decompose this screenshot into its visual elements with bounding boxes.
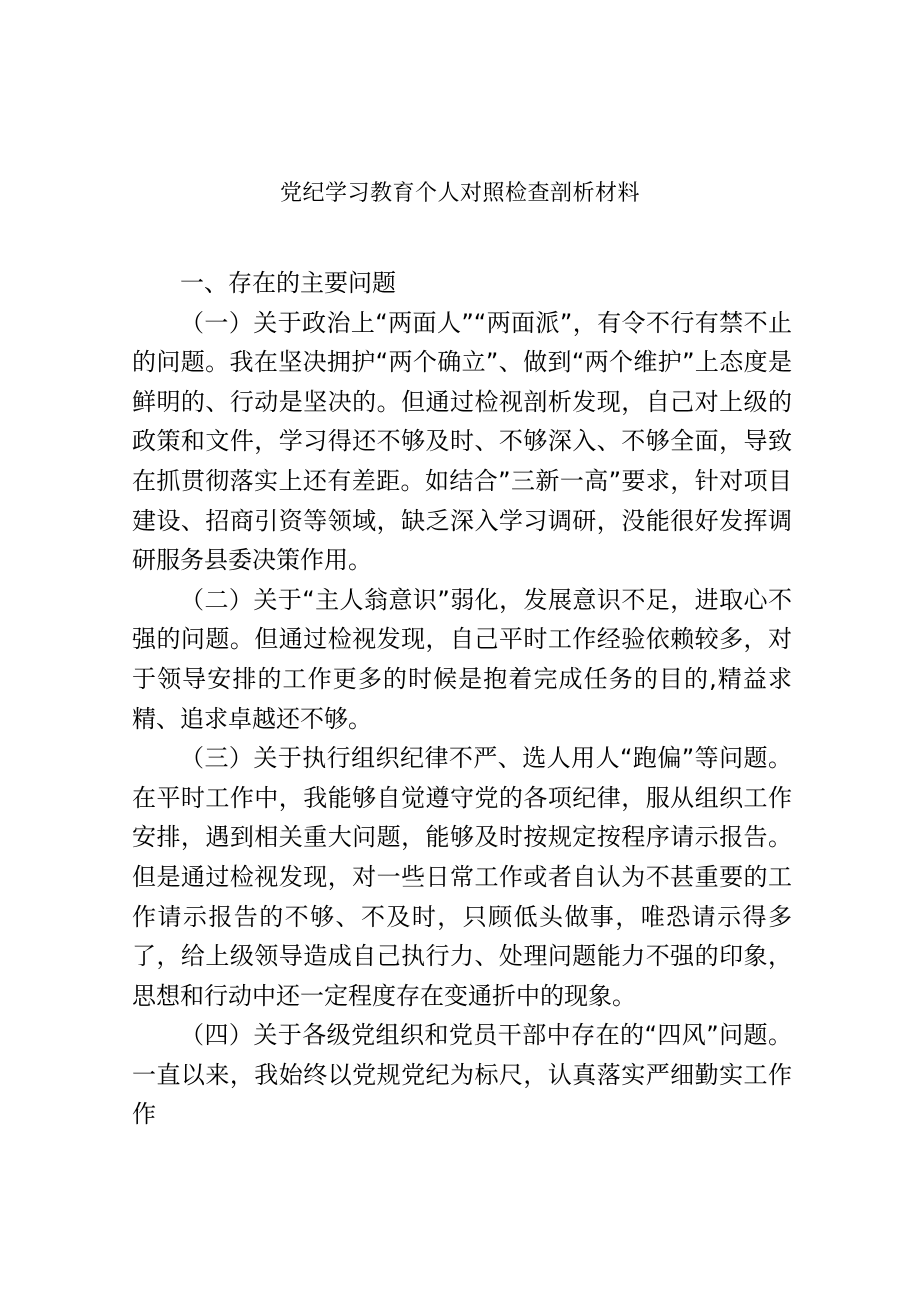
document-body — [132, 264, 792, 1135]
section-heading: 一、存在的主要问题 — [180, 269, 396, 297]
paragraph-2: （二）关于“主人翁意识”弱化，发展意识不足，进取心不强的问题。但通过检视发现，自己平时工作经验依赖较多，对于领导安排的工作更多的时候是抱着完成任务的目的,精益求精、追求卓越还不够。 — [132, 585, 792, 733]
document-title: 党纪学习教育个人对照检查剖析材料 — [279, 181, 640, 206]
paragraph-3: （三）关于执行组织纪律不严、选人用人“跑偏”等问题。在平时工作中，我能够自觉遵守党的各项纪律，服从组织工作安排，遇到相关重大问题，能够及时按规定按程序请示报告。但是通过检视发现，对一些日常工作或者自认为不甚重要的工作请示报告的不够、不及时，只顾低头做事，唯恐请示得多了，给上级领导造成自己执行力、处理问题能力不强的印象，思想和行动中还一定程度存在变通折中的现象。 — [132, 744, 792, 1010]
paragraph-4: （四）关于各级党组织和党员干部中存在的“四风”问题。一直以来，我始终以党规党纪为标尺，认真落实严细勤实工作作 — [132, 1021, 792, 1129]
paragraph-1: （一）关于政治上“两面人”“两面派”，有令不行有禁不止的问题。我在坚决拥护“两个确立”、做到“两个维护”上态度是鲜明的、行动是坚决的。但通过检视剖析发现，自己对上级的政策和文件，学习得还不够及时、不够深入、不够全面，导致在抓贯彻落实上还有差距。如结合”三新一高”要求，针对项目建设、招商引资等领域，缺乏深入学习调研，没能很好发挥调研服务县委决策作用。 — [132, 308, 792, 575]
